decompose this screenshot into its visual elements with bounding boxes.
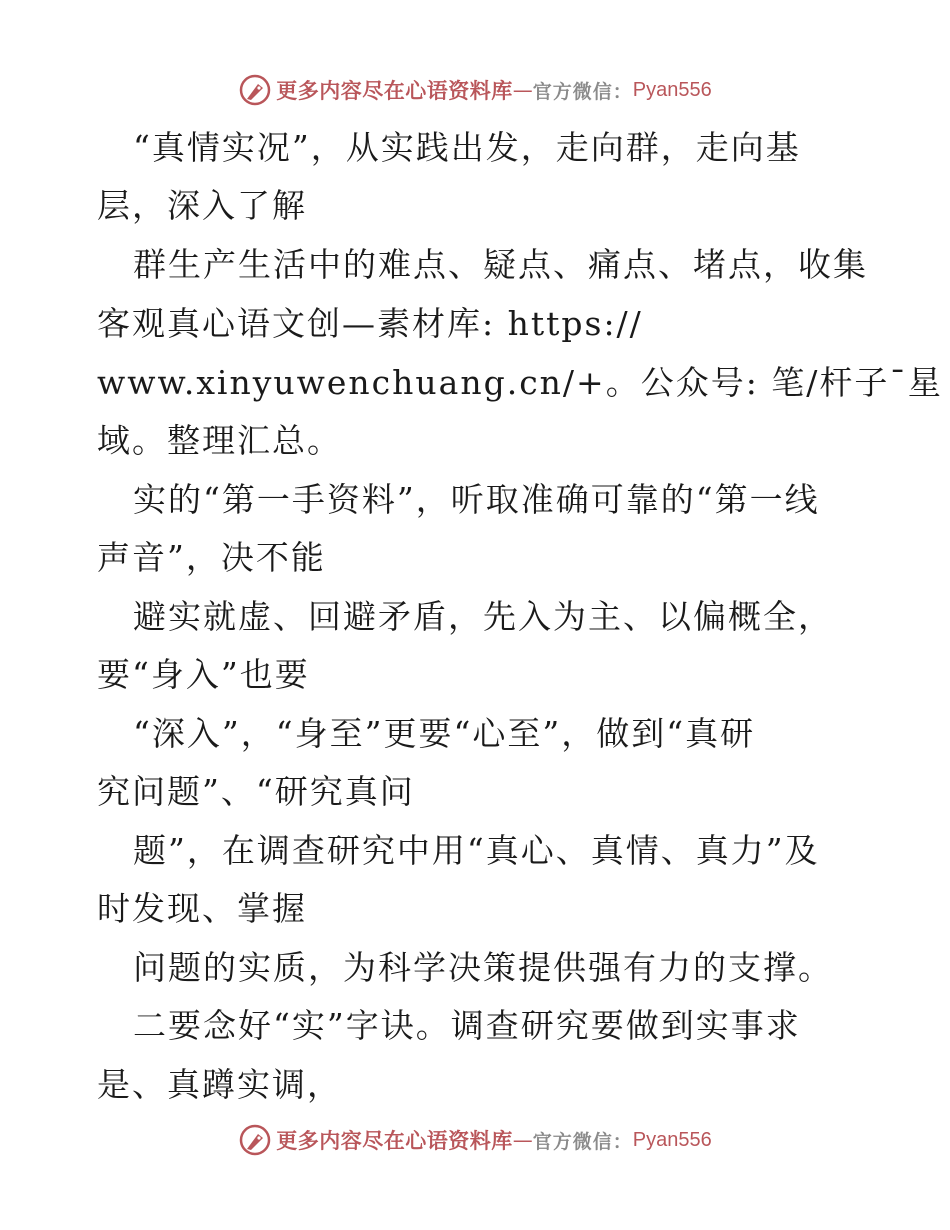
watermark-wechat-id: Pyan556 bbox=[632, 1128, 712, 1151]
body-line: 群生产生活中的难点、疑点、痛点、堵点，收集 bbox=[133, 245, 868, 284]
body-line: 实的“第一手资料”，听取准确可靠的“第一线 bbox=[133, 480, 820, 519]
body-line: 声音”，决不能 bbox=[97, 538, 326, 577]
body-line: 究问题”、“研究真问 bbox=[97, 772, 415, 811]
watermark-wechat-id: Pyan556 bbox=[632, 78, 712, 101]
body-line: 时发现、掌握 bbox=[97, 889, 307, 928]
watermark-wechat-label: 官方微信： bbox=[532, 1130, 633, 1153]
body-line: 二要念好“实”字诀。调查研究要做到实事求 bbox=[133, 1006, 801, 1045]
body-line: 题”，在调查研究中用“真心、真情、真力”及 bbox=[133, 831, 820, 870]
body-line: “真情实况”，从实践出发，走向群，走向基 bbox=[133, 128, 801, 167]
body-line: 层，深入了解 bbox=[97, 186, 307, 225]
watermark-main-text: 更多内容尽在心语资料库 bbox=[276, 79, 513, 103]
watermark-dash: — bbox=[512, 78, 533, 102]
body-line: www.xinyuwenchuang.cn/+。公众号: 笔/杆子¯星 bbox=[97, 363, 943, 402]
watermark-footer bbox=[0, 1120, 950, 1160]
body-line: “深入”，“身至”更要“心至”，做到“真研 bbox=[133, 714, 756, 753]
body-line: 域。整理汇总。 bbox=[97, 421, 342, 460]
body-line: 问题的实质，为科学决策提供强有力的支撑。 bbox=[133, 948, 833, 987]
body-line: 客观真心语文创—素材库: https:// bbox=[97, 304, 643, 343]
body-line: 是、真蹲实调， bbox=[97, 1065, 342, 1104]
watermark-dash: — bbox=[512, 1128, 533, 1152]
watermark-wechat-label: 官方微信： bbox=[532, 80, 633, 103]
body-line: 避实就虚、回避矛盾，先入为主、以偏概全， bbox=[133, 597, 833, 636]
pen-nib-circle-icon bbox=[238, 1123, 272, 1157]
watermark-header bbox=[0, 70, 950, 110]
pen-nib-circle-icon bbox=[238, 73, 272, 107]
watermark-main-text: 更多内容尽在心语资料库 bbox=[276, 1129, 513, 1153]
body-line: 要“身入”也要 bbox=[97, 655, 310, 694]
